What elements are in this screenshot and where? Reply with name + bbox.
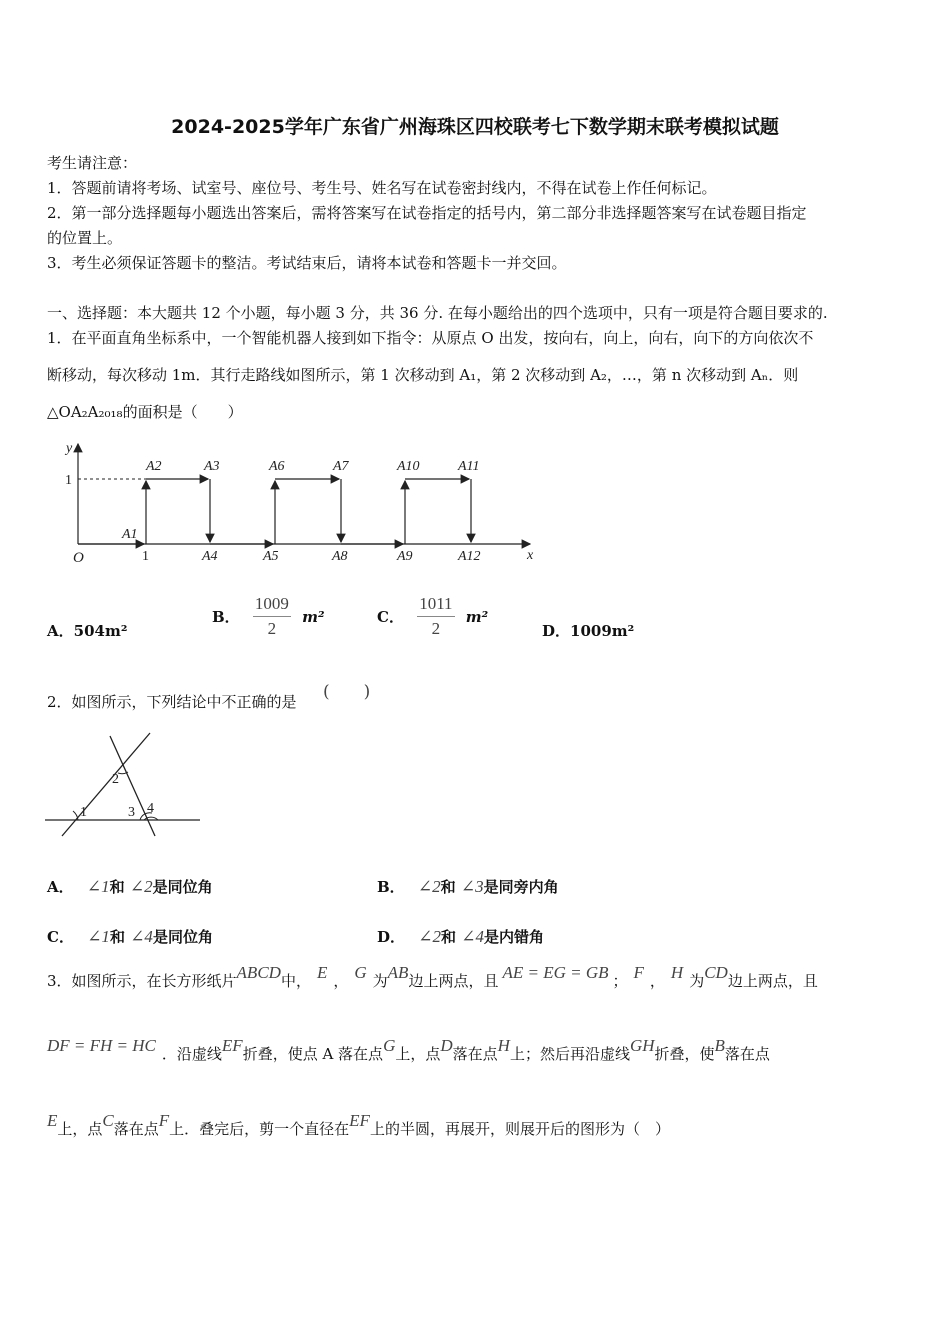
notice-item: 1．答题前请将考场、试室号、座位号、考生号、姓名写在试卷密封线内，不得在试卷上作任何标记。	[47, 179, 717, 197]
math: E	[47, 1111, 58, 1130]
point-label: A11	[458, 459, 480, 474]
math: H	[497, 1036, 510, 1055]
answer-paren: ( )	[323, 682, 371, 702]
q3-stem-line	[47, 1036, 770, 1064]
math: D	[440, 1036, 453, 1055]
math: DF = FH = HC	[47, 1036, 156, 1055]
text: 3．如图所示，在长方形纸片	[47, 972, 237, 990]
fraction-denominator: 2	[267, 619, 277, 638]
option-text: 是同旁内角	[483, 878, 559, 896]
math: F	[633, 963, 644, 982]
option-text: 是内错角	[484, 928, 545, 946]
q3-stem-line	[47, 1111, 670, 1139]
option-c[interactable]	[377, 594, 488, 639]
option-text: 是同位角	[152, 928, 213, 946]
notice-item: 2．第一部分选择题每小题选出答案后，需将答案写在试卷指定的括号内，第二部分非选择题答案写在试卷题目指定	[47, 204, 807, 222]
point-label: A3	[204, 459, 220, 474]
angle-symbol: ∠1	[87, 927, 110, 946]
option-a[interactable]	[47, 620, 127, 641]
point-label: A7	[333, 459, 349, 474]
point-label: A2	[146, 459, 162, 474]
angle-label: 4	[147, 801, 154, 816]
math: AE = EG = GB	[502, 963, 609, 982]
point-label: A9	[397, 549, 413, 564]
point-label: A8	[332, 549, 348, 564]
option-b[interactable]	[212, 594, 325, 639]
math: AB	[387, 963, 409, 982]
page-title: 2024-2025学年广东省广州海珠区四校联考七下数学期末联考模拟试题	[171, 116, 779, 138]
q1-stem-line: 断移动，每次移动 1m．其行走路线如图所示，第 1 次移动到 A₁，第 2 次移动到 A₂，…，第 n 次移动到 Aₙ．则	[47, 366, 799, 384]
text: ，	[649, 972, 665, 990]
x-axis-label: x	[527, 548, 534, 563]
option-label: A．	[47, 878, 74, 896]
option-text: 和	[440, 878, 456, 896]
text: 边上两点，且	[408, 972, 499, 990]
option-text: 和	[441, 928, 457, 946]
fraction	[417, 594, 454, 639]
option-label: D．	[542, 622, 571, 640]
point-label: A12	[458, 549, 481, 564]
fraction	[253, 594, 291, 639]
math: G	[383, 1036, 396, 1055]
math: ABCD	[236, 963, 281, 982]
q2-stem: 2．如图所示，下列结论中不正确的是	[47, 693, 297, 711]
angle-symbol: ∠4	[461, 927, 484, 946]
fraction-numerator: 1009	[253, 594, 291, 617]
option-d[interactable]	[377, 926, 544, 947]
option-value: 504m²	[73, 622, 128, 640]
fraction-denominator: 2	[431, 619, 441, 638]
option-unit: m²	[465, 607, 489, 626]
text: ．沿虚线	[161, 1045, 222, 1063]
math: CD	[704, 963, 728, 982]
angle-symbol: ∠3	[460, 877, 484, 896]
robot-path-graph	[40, 432, 550, 572]
angle-figure	[40, 728, 210, 838]
angle-symbol: ∠2	[418, 927, 441, 946]
option-label: C．	[47, 928, 74, 946]
option-label: C．	[377, 608, 404, 626]
y-axis-label: y	[66, 441, 73, 456]
math: EF	[221, 1036, 243, 1055]
text: 上．叠完后，剪一个直径在	[169, 1120, 350, 1138]
text: 为	[372, 972, 388, 990]
origin-label: O	[73, 550, 84, 566]
text: 上的半圆，再展开，则展开后的图形为（ ）	[369, 1120, 670, 1138]
q1-stem-line: 1．在平面直角坐标系中，一个智能机器人接到如下指令：从原点 O 出发，按向右，向上，向右，向下的方向依次不	[47, 329, 814, 347]
text: 为	[689, 972, 705, 990]
angle-symbol: ∠1	[86, 877, 110, 896]
text: 折叠，使	[654, 1045, 715, 1063]
option-unit: m²	[302, 607, 325, 626]
x-tick-label: 1	[142, 549, 149, 564]
text: 折叠，使点 A 落在点	[242, 1045, 384, 1063]
text: ，	[333, 972, 349, 990]
text: 落在点	[452, 1045, 498, 1063]
notice-heading: 考生请注意：	[47, 154, 138, 172]
math: E	[316, 963, 328, 982]
point-label: A1	[122, 527, 138, 542]
text: 上；然后再沿虚线	[509, 1045, 630, 1063]
option-label: B．	[212, 608, 240, 626]
option-label: A．	[47, 622, 74, 640]
angle-symbol: ∠4	[130, 927, 153, 946]
section-heading: 一、选择题：本大题共 12 个小题，每小题 3 分，共 36 分. 在每小题给出的四个选项中，只有一项是符合题目要求的.	[47, 304, 828, 322]
math: B	[714, 1036, 725, 1055]
option-text: 和	[109, 928, 125, 946]
text: 边上两点，且	[727, 972, 818, 990]
option-value: 1009m²	[570, 622, 635, 640]
angle-symbol: ∠2	[417, 877, 441, 896]
angle-label: 1	[80, 805, 87, 820]
text: 上，点	[57, 1120, 103, 1138]
option-text: 和	[109, 878, 125, 896]
math: F	[158, 1111, 170, 1130]
option-c[interactable]	[47, 926, 213, 947]
text: 落在点	[113, 1120, 159, 1138]
option-a[interactable]	[47, 876, 213, 897]
option-label: B．	[377, 878, 405, 896]
text: 上，点	[395, 1045, 441, 1063]
angle-label: 3	[128, 805, 135, 820]
angle-label: 2	[112, 772, 119, 787]
text: ；	[612, 972, 628, 990]
option-label: D．	[377, 928, 406, 946]
option-text: 是同位角	[152, 878, 213, 896]
text: 中，	[280, 972, 311, 990]
option-b[interactable]	[377, 876, 559, 897]
option-d[interactable]	[542, 620, 634, 641]
math: G	[354, 963, 367, 982]
text: 落在点	[724, 1045, 770, 1063]
notice-item: 3．考生必须保证答题卡的整洁。考试结束后，请将本试卷和答题卡一并交回。	[47, 254, 567, 272]
point-label: A5	[263, 549, 279, 564]
angle-symbol: ∠2	[129, 877, 153, 896]
math: H	[670, 963, 684, 982]
fraction-numerator: 1011	[417, 594, 454, 617]
point-label: A10	[397, 459, 420, 474]
point-label: A4	[202, 549, 218, 564]
y-tick-label: 1	[65, 473, 72, 488]
q1-stem-line: △OA₂A₂₀₁₈的面积是（ ）	[47, 403, 243, 421]
math: C	[102, 1111, 114, 1130]
math: GH	[629, 1036, 655, 1055]
q3-stem-line	[47, 963, 818, 991]
notice-item: 的位置上。	[47, 229, 123, 247]
point-label: A6	[269, 459, 285, 474]
math: EF	[349, 1111, 370, 1130]
